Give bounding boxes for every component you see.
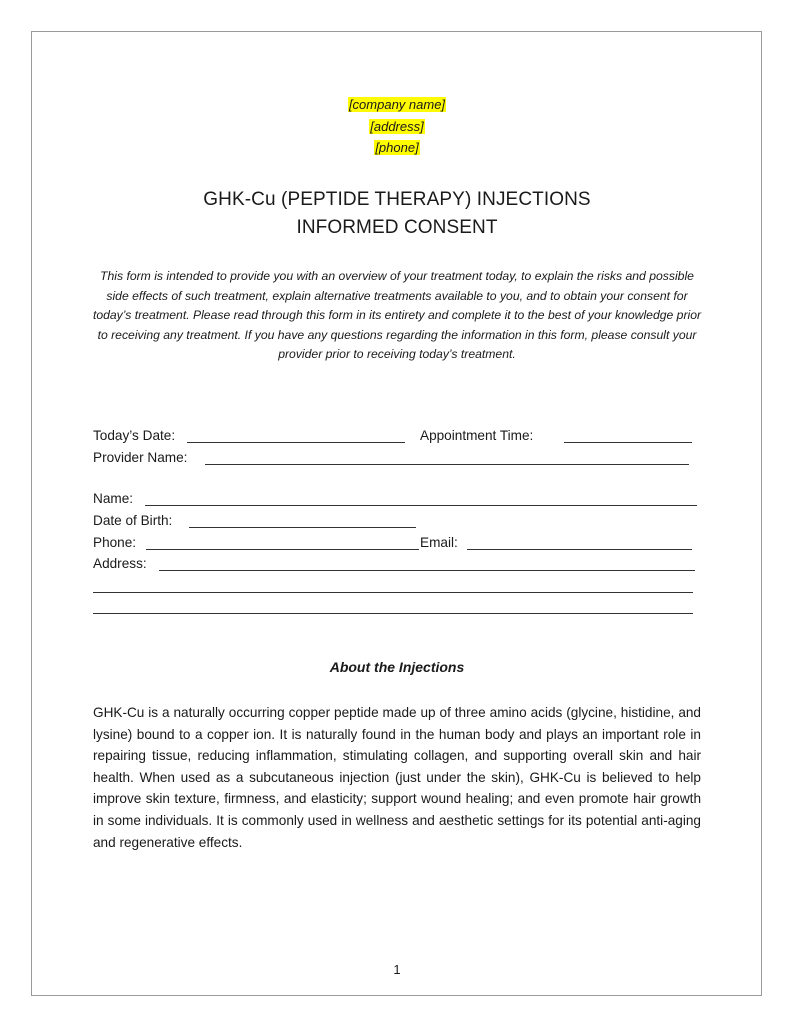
title-line-2: INFORMED CONSENT: [296, 217, 498, 238]
provider-name-label: Provider Name:: [93, 450, 188, 465]
title-line-1: GHK-Cu (PEPTIDE THERAPY) INJECTIONS: [203, 189, 591, 210]
intro-paragraph: This form is intended to provide you with an overview of your treatment today, to explain the risks and possible side effects of such treatment, explain alternative treatments available to you, and to obtain your consent for today’s treatment. Please read through this form in its entirety and complete it to the best of your knowledge prior to receiving any treatment. If you have any questions regarding the information in this form, please consult your provider prior to receiving today’s treatment.: [92, 269, 702, 362]
section-body: GHK-Cu is a naturally occurring copper peptide made up of three amino acids (glycine, histidine, and lysine) bound to a copper ion. It is naturally found in the human body and plays an important role in repairing tissue, reducing inflammation, stimulating collagen, and supporting overall skin and hair health. When used as a subcutaneous injection (just under the skin), GHK-Cu is believed to help improve skin texture, firmness, and elasticity; support wound healing; and even promote hair growth in some individuals. It is commonly used in wellness and aesthetic settings for its potential anti-aging and regenerative effects.: [93, 705, 701, 850]
phone-placeholder: [phone]: [375, 140, 419, 155]
phone-email-row: [93, 533, 703, 553]
email-label: Email:: [420, 535, 458, 550]
todays-date-line[interactable]: [187, 442, 405, 443]
todays-date-label: Today’s Date:: [93, 428, 176, 443]
document-title: [0, 186, 794, 242]
appointment-time-label: Appointment Time:: [420, 428, 534, 443]
company-name-placeholder: [company name]: [348, 97, 446, 112]
name-line[interactable]: [145, 505, 697, 506]
dob-line[interactable]: [189, 527, 416, 528]
name-row: [93, 489, 703, 509]
phone-label: Phone:: [93, 535, 137, 550]
address-line-3[interactable]: [93, 613, 693, 614]
name-label: Name:: [93, 491, 134, 506]
email-line[interactable]: [467, 549, 692, 550]
address-label: Address:: [93, 556, 147, 571]
date-appointment-row: [93, 426, 703, 446]
address-row: [93, 554, 703, 574]
appointment-time-line[interactable]: [564, 442, 692, 443]
address-line-1[interactable]: [159, 570, 695, 571]
dob-row: [93, 511, 703, 531]
address-line-2[interactable]: [93, 592, 693, 593]
dob-label: Date of Birth:: [93, 513, 173, 528]
provider-name-line[interactable]: [205, 464, 689, 465]
provider-name-row: [93, 448, 703, 468]
company-header: [0, 94, 794, 159]
phone-line[interactable]: [146, 549, 419, 550]
page-number: 1: [393, 962, 401, 977]
section-heading: About the Injections: [329, 659, 465, 675]
address-placeholder: [address]: [370, 118, 424, 134]
